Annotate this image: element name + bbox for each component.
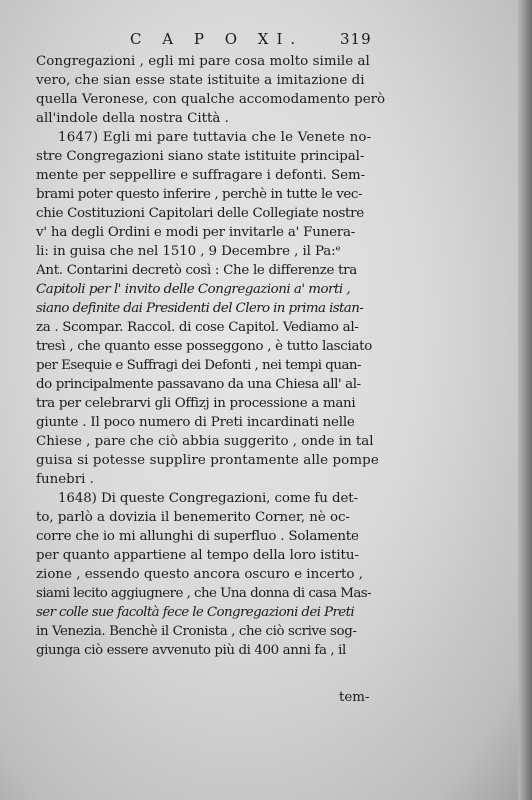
text-line: tra per celebrarvi gli Offizj in processione a mani (36, 396, 356, 411)
text-line: funebri . (36, 472, 94, 487)
text-line: in Venezia. Benchè il Cronista , che ciò scrive sog- (36, 624, 357, 639)
chapter-title: C A P O XI. (130, 30, 304, 48)
text-line: giunte . Il poco numero di Preti incardinati nelle (36, 415, 355, 430)
text-line: zione , essendo questo ancora oscuro e incerto , (36, 567, 363, 582)
text-line: Chiese , pare che ciò abbia suggerito , onde in tal (36, 434, 374, 449)
page-edge-shadow (518, 0, 532, 800)
text-line: stre Congregazioni siano state istituite principal- (36, 149, 365, 164)
running-head (0, 30, 532, 52)
page-number: 319 (340, 30, 372, 48)
text-line: Ant. Contarini decretò così : Che le differenze tra (36, 263, 357, 278)
text-line: chie Costituzioni Capitolari delle Collegiate nostre (36, 206, 364, 221)
italic-quote-line: Capitoli per l' invito delle Congregazioni a' morti , (36, 282, 351, 297)
text-line: giunga ciò essere avvenuto più di 400 anni fa , il (36, 643, 346, 658)
text-line: tresì , che quanto esse posseggono , è tutto lasciato (36, 339, 372, 354)
paragraph-start-line: 1648) Di queste Congregazioni, come fu det- (58, 491, 358, 506)
text-line: vero, che sian esse state istituite a imitazione di (36, 73, 365, 88)
text-line: Congregazioni , egli mi pare cosa molto simile al (36, 54, 370, 69)
text-line: v' ha degli Ordini e modi per invitarle a' Funera- (36, 225, 356, 240)
text-line: brami poter questo inferire , perchè in tutte le vec- (36, 187, 363, 202)
text-line: per quanto appartiene al tempo della loro istitu- (36, 548, 359, 563)
text-line: quella Veronese, con qualche accomodamento però (36, 92, 386, 107)
text-line: per Esequie e Suffragi dei Defonti , nei tempi quan- (36, 358, 362, 373)
text-line: corre che io mi allunghi di superfluo . Solamente (36, 529, 359, 544)
text-line: do principalmente passavano da una Chiesa all' al- (36, 377, 361, 392)
paragraph-start-line: 1647) Egli mi pare tuttavia che le Venete no- (58, 130, 372, 145)
text-line: za . Scompar. Raccol. di cose Capitol. Vediamo al- (36, 320, 359, 335)
italic-quote-line: siano definite dai Presidenti del Clero in prima istan- (36, 301, 364, 316)
text-line: li: in guisa che nel 1510 , 9 Decembre , il Pa:ᵉ (36, 244, 341, 259)
text-line: to, parlò a dovizia il benemerito Corner, nè oc- (36, 510, 350, 525)
catchword: tem- (339, 690, 370, 705)
text-line: siami lecito aggiugnere , che Una donna di casa Mas- (36, 586, 372, 601)
text-line: all'indole della nostra Città . (36, 111, 229, 126)
text-line: mente per seppellire e suffragare i defonti. Sem- (36, 168, 366, 183)
text-line: guisa si potesse supplire prontamente alle pompe (36, 453, 379, 468)
italic-quote-line: ser colle sue facoltà fece le Congregazioni dei Preti (36, 605, 355, 620)
